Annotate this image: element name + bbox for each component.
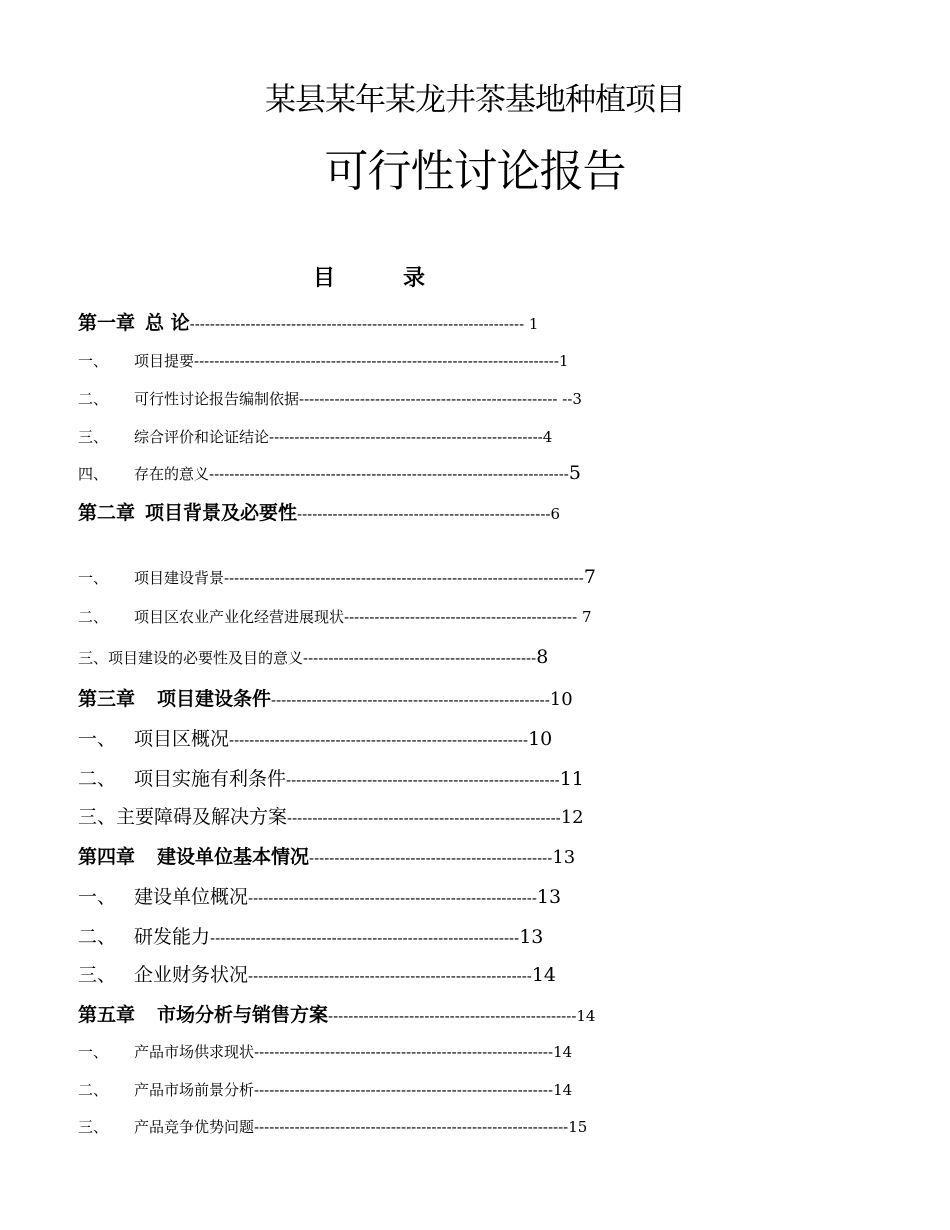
toc-page: 3 bbox=[572, 390, 582, 408]
document-title-line2: 可行性讨论报告 bbox=[324, 146, 626, 197]
toc-page: 7 bbox=[577, 608, 592, 626]
toc-chapter-num: 第一章 bbox=[78, 312, 136, 334]
toc-leader: ----------------------------------------------------------- bbox=[254, 1081, 554, 1099]
toc-chapter-1[interactable] bbox=[78, 308, 538, 335]
toc-item-title: 研发能力 bbox=[134, 926, 211, 948]
toc-page: 13 bbox=[536, 886, 562, 908]
toc-page: 8 bbox=[536, 646, 549, 668]
toc-item-title: 产品竞争优势问题 bbox=[134, 1118, 255, 1136]
toc-item-num: 三、 bbox=[78, 964, 117, 986]
toc-item-title: 产品市场前景分析 bbox=[134, 1081, 255, 1099]
toc-page: 13 bbox=[552, 847, 576, 868]
document-title-line1: 某县某年某龙井茶基地种植项目 bbox=[265, 82, 685, 118]
toc-item[interactable] bbox=[78, 350, 568, 371]
toc-page: 14 bbox=[531, 964, 557, 986]
toc-page: 12 bbox=[560, 807, 584, 828]
toc-item-num: 一、 bbox=[78, 886, 117, 908]
toc-leader: ------------------------------------------------------ bbox=[287, 809, 561, 827]
toc-item[interactable] bbox=[78, 922, 543, 949]
toc-leader: -------------------------------------------------- bbox=[297, 505, 551, 523]
toc-item[interactable] bbox=[78, 1041, 572, 1062]
toc-item[interactable] bbox=[78, 960, 556, 987]
toc-item-num: 三、 bbox=[78, 649, 109, 667]
toc-item-num: 二、 bbox=[78, 608, 109, 626]
toc-page: 14 bbox=[576, 1007, 596, 1025]
toc-item-num: 二、 bbox=[78, 926, 117, 948]
toc-item[interactable] bbox=[78, 724, 552, 751]
toc-item-num: 一、 bbox=[78, 352, 109, 370]
toc-page: 4 bbox=[542, 428, 553, 446]
toc-chapter-2[interactable] bbox=[78, 498, 560, 525]
toc-item-num: 二、 bbox=[78, 768, 117, 790]
toc-item-title: 主要障碍及解决方案 bbox=[116, 806, 288, 828]
toc-page: 10 bbox=[549, 689, 573, 710]
toc-leader: ----------------------------------------------------------------------- bbox=[209, 465, 569, 483]
toc-chapter-3[interactable] bbox=[78, 684, 573, 711]
toc-item-num: 四、 bbox=[78, 465, 109, 483]
toc-page: 11 bbox=[559, 768, 584, 790]
toc-chapter-title: 建设单位基本情况 bbox=[157, 846, 310, 868]
toc-leader: ------------------------------------------------- bbox=[328, 1007, 577, 1025]
toc-heading-char1: 目 bbox=[313, 266, 336, 291]
toc-heading-char2: 录 bbox=[403, 266, 426, 291]
toc-item-title: 项目实施有利条件 bbox=[134, 768, 287, 790]
toc-item-title: 综合评价和论证结论 bbox=[134, 428, 270, 446]
toc-page: 14 bbox=[553, 1081, 573, 1099]
toc-chapter-title: 项目建设条件 bbox=[157, 688, 272, 710]
toc-item-num: 二、 bbox=[78, 390, 109, 408]
toc-item[interactable] bbox=[78, 462, 581, 484]
toc-item[interactable] bbox=[78, 646, 548, 668]
toc-item-title: 存在的意义 bbox=[134, 465, 210, 483]
toc-leader: ------------------------------------------------------------- bbox=[210, 929, 520, 947]
toc-heading bbox=[313, 264, 425, 294]
toc-item-num: 二、 bbox=[78, 1081, 109, 1099]
toc-item-title: 项目区概况 bbox=[134, 728, 230, 750]
toc-item-title: 项目提要 bbox=[134, 352, 195, 370]
toc-item-num: 一、 bbox=[78, 728, 117, 750]
toc-item-num: 三、 bbox=[78, 1118, 109, 1136]
toc-chapter-num: 第四章 bbox=[78, 846, 136, 868]
toc-leader: ----------------------------------------------------------- bbox=[254, 1043, 554, 1061]
toc-chapter-title: 市场分析与销售方案 bbox=[157, 1004, 329, 1026]
toc-page: 6 bbox=[550, 505, 560, 523]
toc-item-num: 一、 bbox=[78, 1043, 109, 1061]
toc-leader: ----------------------------------------------------------------------- bbox=[224, 569, 584, 587]
toc-page: 13 bbox=[519, 926, 544, 948]
toc-leader: --------------------------------------------------- -- bbox=[299, 390, 573, 408]
toc-item-title: 项目建设背景 bbox=[134, 569, 225, 587]
toc-leader: ------------------------------------------------------ bbox=[269, 428, 543, 446]
toc-leader: ---------------------------------------------- bbox=[344, 608, 578, 626]
toc-item[interactable] bbox=[78, 426, 552, 447]
toc-chapter-5[interactable] bbox=[78, 1000, 595, 1027]
toc-item-title: 企业财务状况 bbox=[134, 964, 249, 986]
toc-item-title: 可行性讨论报告编制依据 bbox=[134, 390, 300, 408]
toc-page: 15 bbox=[568, 1118, 588, 1136]
toc-item[interactable] bbox=[78, 764, 584, 791]
toc-item[interactable] bbox=[78, 606, 591, 627]
toc-page: 1 bbox=[524, 315, 539, 333]
toc-leader: ------------------------------------------------------ bbox=[286, 771, 560, 789]
toc-page: 10 bbox=[528, 728, 553, 750]
toc-item[interactable] bbox=[78, 1116, 587, 1137]
toc-item[interactable] bbox=[78, 802, 584, 829]
toc-item-num: 三、 bbox=[78, 806, 117, 828]
toc-item-title: 项目建设的必要性及目的意义 bbox=[108, 649, 304, 667]
toc-item-num: 三、 bbox=[78, 428, 109, 446]
toc-page: 1 bbox=[558, 352, 569, 370]
toc-chapter-title: 项目背景及必要性 bbox=[145, 502, 298, 524]
toc-leader: ------------------------------------------------------------------------ bbox=[194, 352, 559, 370]
toc-page: 7 bbox=[583, 566, 596, 588]
toc-leader: --------------------------------------------------------- bbox=[248, 889, 537, 907]
toc-leader: ----------------------------------------------------------- bbox=[229, 731, 529, 749]
toc-leader: ------------------------------------------------------- bbox=[271, 691, 550, 709]
toc-leader: -------------------------------------------------------- bbox=[248, 967, 532, 985]
toc-leader: ------------------------------------------------------------------ bbox=[189, 315, 525, 333]
toc-chapter-num: 第二章 bbox=[78, 502, 136, 524]
toc-item[interactable] bbox=[78, 566, 596, 588]
toc-page: 14 bbox=[553, 1043, 573, 1061]
toc-item[interactable] bbox=[78, 882, 561, 909]
toc-leader: -------------------------------------------------------------- bbox=[254, 1118, 569, 1136]
toc-item[interactable] bbox=[78, 388, 582, 409]
toc-page: 5 bbox=[568, 462, 581, 484]
toc-chapter-num: 第五章 bbox=[78, 1004, 136, 1026]
toc-item-title: 建设单位概况 bbox=[134, 886, 249, 908]
toc-chapter-num: 第三章 bbox=[78, 688, 136, 710]
toc-leader: ---------------------------------------------- bbox=[303, 649, 537, 667]
toc-item-num: 一、 bbox=[78, 569, 109, 587]
toc-leader: ------------------------------------------------ bbox=[309, 849, 553, 867]
toc-item-title: 产品市场供求现状 bbox=[134, 1043, 255, 1061]
toc-chapter-4[interactable] bbox=[78, 842, 575, 869]
toc-item-title: 项目区农业产业化经营进展现状 bbox=[134, 608, 345, 626]
toc-item[interactable] bbox=[78, 1079, 572, 1100]
toc-chapter-title: 总 论 bbox=[145, 312, 190, 334]
